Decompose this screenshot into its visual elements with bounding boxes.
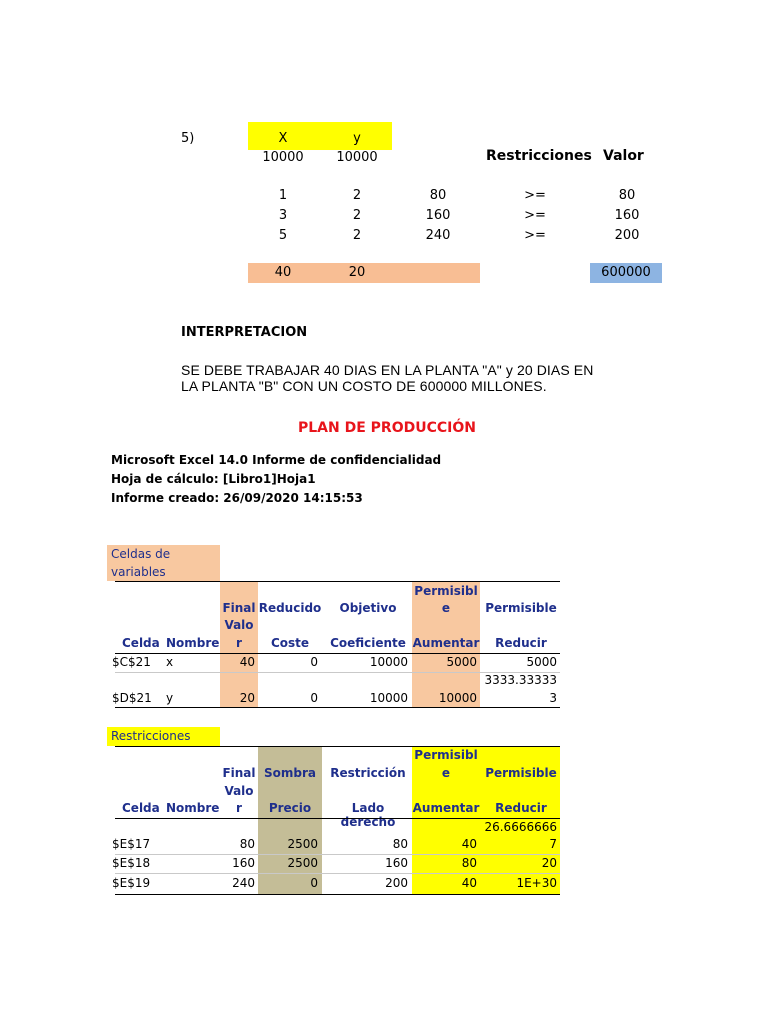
row1-op: >= <box>524 188 546 203</box>
var-row2-reducir: 3333.33333 <box>484 673 557 687</box>
res-h-reducir-2: Reducir <box>495 801 547 815</box>
row2-rhs: 160 <box>614 208 640 223</box>
restrictions-header-line <box>115 818 560 819</box>
row2-lhs: 160 <box>425 208 451 223</box>
var-row2-objetivo: 10000 <box>369 691 408 705</box>
objective-value: 600000 <box>601 265 651 280</box>
res-h-aumentar-3: Aumentar <box>412 801 480 815</box>
res-row2-aumentar: 80 <box>461 856 477 870</box>
res-row3-lado: 200 <box>385 876 408 890</box>
variables-bottom-line <box>115 707 560 708</box>
var-h-final-1: Final <box>222 601 256 615</box>
res-row1-final: 80 <box>239 837 255 851</box>
var-h-objetivo-2: Coeficiente <box>330 636 406 650</box>
res-row1-celda: $E$17 <box>112 837 151 851</box>
res-row2-reducir: 20 <box>541 856 557 870</box>
interpretation-line1: SE DEBE TRABAJAR 40 DIAS EN LA PLANTA "A" y 20 DIAS EN <box>181 362 594 378</box>
res-h-aumentar-1: Permisibl <box>414 748 478 762</box>
res-h-sombra-1: Sombra <box>264 766 316 780</box>
row1-lhs: 80 <box>429 188 447 203</box>
res-h-aumentar-2: e <box>441 766 451 780</box>
res-row2-lado: 160 <box>385 856 408 870</box>
res-h-final-3: r <box>236 801 242 815</box>
res-h-reducir-1: Permisible <box>485 766 557 780</box>
var-row1-celda: $C$21 <box>112 655 151 669</box>
res-row3-sombra: 0 <box>310 876 318 890</box>
res-row1-lado: 80 <box>392 837 408 851</box>
report-line2: Hoja de cálculo: [Libro1]Hoja1 <box>111 472 316 486</box>
row1-a: 1 <box>278 188 288 203</box>
valor-label: Valor <box>603 148 644 164</box>
solution-y: 20 <box>348 265 366 280</box>
variables-header-line <box>115 653 560 654</box>
var-h-reducir-1: Permisible <box>485 601 557 615</box>
var-row2-celda: $D$21 <box>112 691 152 705</box>
restrictions-top-line <box>115 746 560 747</box>
var-header-x: X <box>278 131 288 146</box>
res-row2-celda: $E$18 <box>112 856 151 870</box>
var-row2-reducido: 0 <box>310 691 318 705</box>
restrictions-row-divider-2 <box>115 873 560 874</box>
row2-a: 3 <box>278 208 288 223</box>
var-h-celda: Celda <box>122 636 160 650</box>
problem-number: 5) <box>181 131 195 146</box>
res-row1-reducir-2: 7 <box>549 837 557 851</box>
res-h-final-2: Valo <box>224 784 254 798</box>
interpretation-heading: INTERPRETACION <box>181 325 308 340</box>
var-row1-final: 40 <box>239 655 255 669</box>
var-row1-objetivo: 10000 <box>369 655 408 669</box>
res-h-restriccion-2: Lado derecho <box>340 801 396 829</box>
var-row2-aumentar: 10000 <box>438 691 477 705</box>
var-header-y: y <box>353 131 361 146</box>
var-h-aumentar-3: Aumentar <box>412 636 480 650</box>
res-row3-aumentar: 40 <box>461 876 477 890</box>
res-row1-aumentar: 40 <box>461 837 477 851</box>
report-line3: Informe creado: 26/09/2020 14:15:53 <box>111 491 363 505</box>
res-h-celda: Celda <box>122 801 160 815</box>
var-h-final-2: Valo <box>224 618 254 632</box>
objective-coef-x: 10000 <box>262 150 304 165</box>
var-row1-reducir: 5000 <box>526 655 557 669</box>
res-row2-sombra: 2500 <box>287 856 318 870</box>
row1-rhs: 80 <box>618 188 636 203</box>
var-h-objetivo-1: Objetivo <box>339 601 397 615</box>
res-row3-celda: $E$19 <box>112 876 151 890</box>
var-h-final-3: r <box>236 636 242 650</box>
variables-label-line1: Celdas de <box>111 547 171 561</box>
variables-top-line <box>115 581 560 582</box>
interpretation-line2: LA PLANTA "B" CON UN COSTO DE 600000 MILLONES. <box>181 378 547 394</box>
res-h-sombra-2: Precio <box>268 801 312 815</box>
var-row1-reducido: 0 <box>310 655 318 669</box>
var-h-reducido-1: Reducido <box>258 601 322 615</box>
res-row1-reducir: 26.6666666 <box>484 820 557 834</box>
solution-x: 40 <box>274 265 292 280</box>
res-h-final-1: Final <box>222 766 256 780</box>
plan-title: PLAN DE PRODUCCIÓN <box>298 420 476 436</box>
restrictions-label: Restricciones <box>111 729 191 743</box>
objective-coef-y: 10000 <box>336 150 378 165</box>
row3-lhs: 240 <box>425 228 451 243</box>
report-line1: Microsoft Excel 14.0 Informe de confidencialidad <box>111 453 442 467</box>
variables-label-line2: variables <box>111 565 166 579</box>
var-row1-aumentar: 5000 <box>446 655 477 669</box>
var-h-aumentar-1: Permisibl <box>414 584 478 598</box>
row3-b: 2 <box>352 228 362 243</box>
var-row2-nombre: y <box>166 691 174 705</box>
res-h-restriccion-1: Restricción <box>330 766 406 780</box>
row3-a: 5 <box>278 228 288 243</box>
var-row2-reducir-2: 3 <box>549 691 557 705</box>
row3-rhs: 200 <box>614 228 640 243</box>
res-row2-final: 160 <box>232 856 255 870</box>
row2-b: 2 <box>352 208 362 223</box>
var-row1-nombre: x <box>166 655 174 669</box>
var-h-reducido-2: Coste <box>270 636 310 650</box>
res-h-nombre: Nombre <box>166 801 220 815</box>
var-h-reducir-2: Reducir <box>495 636 547 650</box>
res-row1-sombra: 2500 <box>287 837 318 851</box>
res-row3-final: 240 <box>232 876 255 890</box>
var-h-nombre: Nombre <box>166 636 220 650</box>
row2-op: >= <box>524 208 546 223</box>
res-row3-reducir: 1E+30 <box>516 876 557 890</box>
var-row2-final: 20 <box>239 691 255 705</box>
row3-op: >= <box>524 228 546 243</box>
restrictions-row-divider-1 <box>115 854 560 855</box>
restrictions-bottom-line <box>115 894 560 895</box>
var-h-aumentar-2: e <box>441 601 451 615</box>
restricciones-label: Restricciones <box>486 148 592 164</box>
row1-b: 2 <box>352 188 362 203</box>
